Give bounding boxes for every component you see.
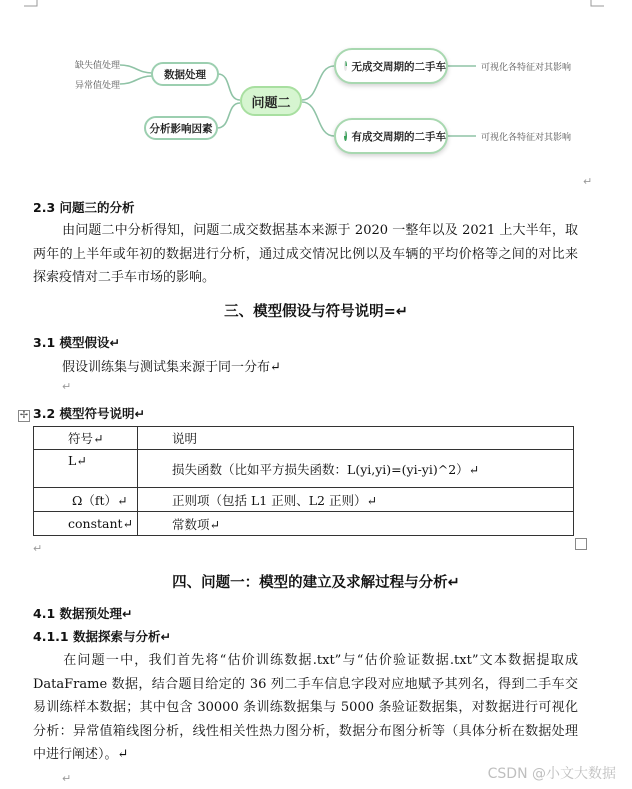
chapter-4-title: 四、问题一：模型的建立及求解过程与分析↵ bbox=[172, 575, 460, 591]
chapter-3-title: 三、模型假设与符号说明=↵ bbox=[224, 304, 408, 320]
symbol-table bbox=[33, 426, 574, 536]
table-header-description: 说明 bbox=[138, 427, 574, 450]
paragraph-mark: ↵ bbox=[62, 380, 72, 393]
with-cycle-car-label: 有成交周期的二手车 bbox=[351, 130, 446, 143]
table-cell-description: 常数项↵ bbox=[138, 512, 574, 536]
section-2-3-paragraph bbox=[33, 219, 578, 290]
pie-half-icon bbox=[344, 131, 347, 141]
data-processing-node: 数据处理 bbox=[151, 62, 219, 86]
section-3-1-heading: 3.1 模型假设↵ bbox=[33, 335, 120, 350]
section-4-1-heading: 4.1 数据预处理↵ bbox=[33, 606, 133, 621]
table-header-symbol: 符号↵ bbox=[34, 427, 138, 450]
table-row bbox=[34, 488, 574, 512]
section-4-1-1-text: 在问题一中，我们首先将“估价训练数据.txt”与“估价验证数据.txt”文本数据提取成 DataFrame 数据，结合题目给定的 36 列二手车信息字段对应地赋予其列名，得到二手车交易训练样本数据；其中包含 30000 条训练数据集与 5000 条验证数据集，对数据进行可视化分析：异常值箱线图分析，线性相关性热力图分析，数据分布图分析等（具体分析在数据处理中进行阐述）。↵ bbox=[33, 653, 578, 762]
outlier-label: 异常值处理 bbox=[75, 81, 121, 91]
csdn-watermark: CSDN @小文大数据 bbox=[487, 766, 616, 782]
table-cell-description: 正则项（包括 L1 正则、L2 正则）↵ bbox=[138, 488, 574, 512]
section-3-2-heading: 3.2 模型符号说明↵ bbox=[33, 406, 145, 421]
table-row bbox=[34, 512, 574, 536]
section-4-1-1-heading: 4.1.1 数据探索与分析↵ bbox=[33, 629, 171, 644]
visualize-note-bottom: 可视化各特征对其影响 bbox=[481, 133, 572, 143]
center-node: 问题二 bbox=[240, 86, 302, 116]
corner-mark-top-left bbox=[24, 0, 38, 10]
missing-value-label: 缺失值处理 bbox=[75, 61, 121, 71]
table-row bbox=[34, 450, 574, 488]
mind-map-diagram bbox=[0, 0, 632, 180]
paragraph-mark: ↵ bbox=[583, 175, 593, 188]
table-cell-symbol: Ω（ft）↵ bbox=[34, 488, 138, 512]
table-cell-symbol: L↵ bbox=[34, 450, 138, 488]
factor-analysis-node: 分析影响因素 bbox=[144, 116, 218, 140]
paragraph-mark: ↵ bbox=[62, 772, 72, 785]
no-cycle-car-node bbox=[334, 48, 448, 84]
section-2-3-text: 由问题二中分析得知，问题二成交数据基本来源于 2020 一整年以及 2021 上大半年，取两年的上半年或年初的数据进行分析，通过成交情况比例以及车辆的平均价格等之间的对比来探索疫情对二手车市场的影响。 bbox=[33, 223, 578, 285]
table-resize-handle[interactable] bbox=[575, 538, 587, 550]
table-cell-symbol: constant↵ bbox=[34, 512, 138, 536]
no-cycle-car-label: 无成交周期的二手车 bbox=[351, 60, 446, 73]
visualize-note-top: 可视化各特征对其影响 bbox=[481, 63, 572, 73]
corner-mark-top-right bbox=[590, 0, 604, 10]
with-cycle-car-node bbox=[334, 118, 448, 154]
table-header-row bbox=[34, 427, 574, 450]
section-4-1-1-paragraph bbox=[33, 649, 578, 767]
table-cell-description: 损失函数（比如平方损失函数：L(yi,yi)=(yi-yi)^2）↵ bbox=[138, 450, 574, 488]
pie-quarter-icon bbox=[344, 61, 347, 71]
section-3-1-text: 假设训练集与测试集来源于同一分布↵ bbox=[62, 360, 281, 375]
paragraph-mark: ↵ bbox=[33, 542, 43, 555]
table-move-handle[interactable]: ✢ bbox=[19, 410, 29, 421]
section-2-3-heading: 2.3 问题三的分析 bbox=[33, 200, 135, 215]
